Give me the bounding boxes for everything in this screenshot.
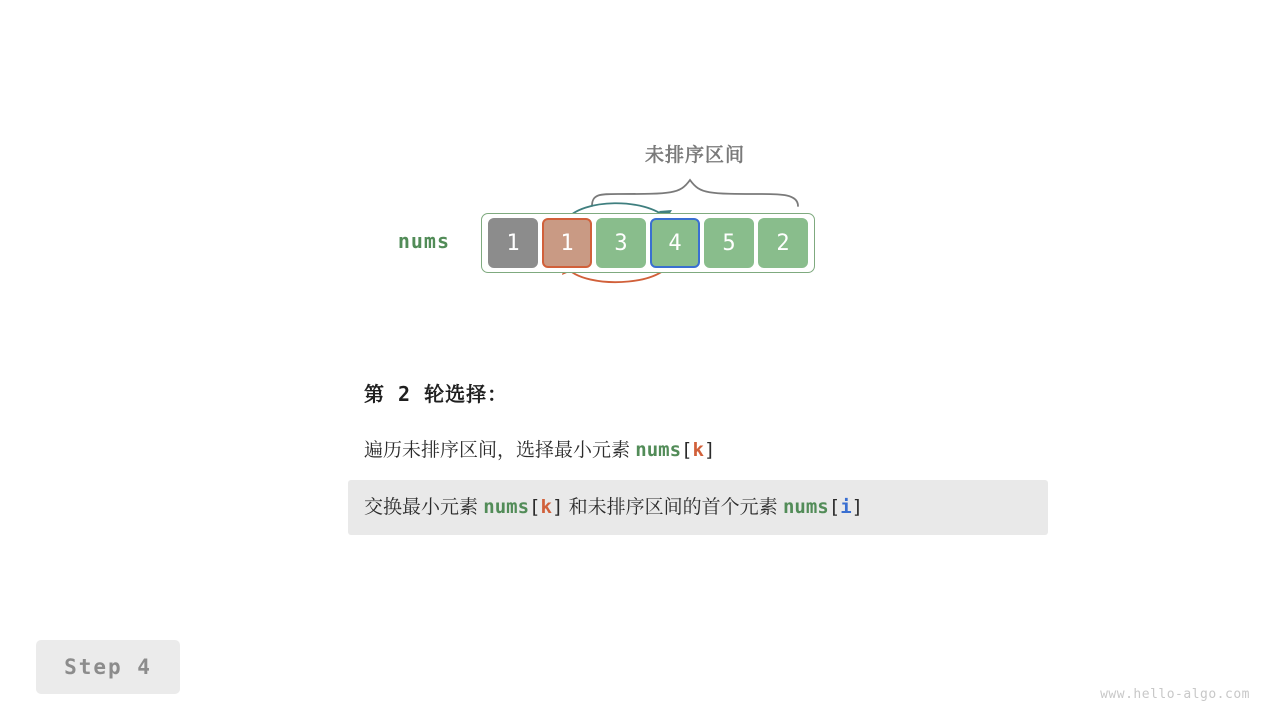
array-cell-current: 4 [650,218,700,268]
variable-i: i [840,496,852,518]
step-line-traverse-prefix: 遍历未排序区间，选择最小元素 [364,440,636,461]
array-diagram [0,0,1280,340]
step-line-swap-middle: 和未排序区间的首个元素 [563,497,783,518]
unsorted-range-label: 未排序区间 [644,145,745,166]
step-line-swap-prefix: 交换最小元素 [364,497,484,518]
bracket-open: [ [681,439,693,461]
bracket-close: ] [703,439,716,461]
bracket-open: [ [828,496,841,518]
bracket-close: ] [851,496,864,518]
array-container [481,213,815,273]
array-cell: 5 [704,218,754,268]
array-cell: 1 [488,218,538,268]
step-line-traverse [364,435,1048,466]
step-line-swap [348,480,1048,535]
variable-k: k [540,496,552,518]
variable-k: k [692,439,704,461]
step-badge: Step 4 [36,640,180,694]
round-title: 第 2 轮选择： [364,382,509,406]
bracket-close: ] [551,496,564,518]
array-name-label: nums [397,229,450,253]
explanation-block [348,378,1048,549]
variable-nums: nums [635,439,682,461]
variable-nums: nums [483,496,530,518]
bracket-open: [ [529,496,541,518]
array-cell-min: 1 [542,218,592,268]
array-cell: 3 [596,218,646,268]
watermark: www.hello-algo.com [1100,687,1250,702]
variable-nums: nums [782,496,829,518]
array-cell: 2 [758,218,808,268]
